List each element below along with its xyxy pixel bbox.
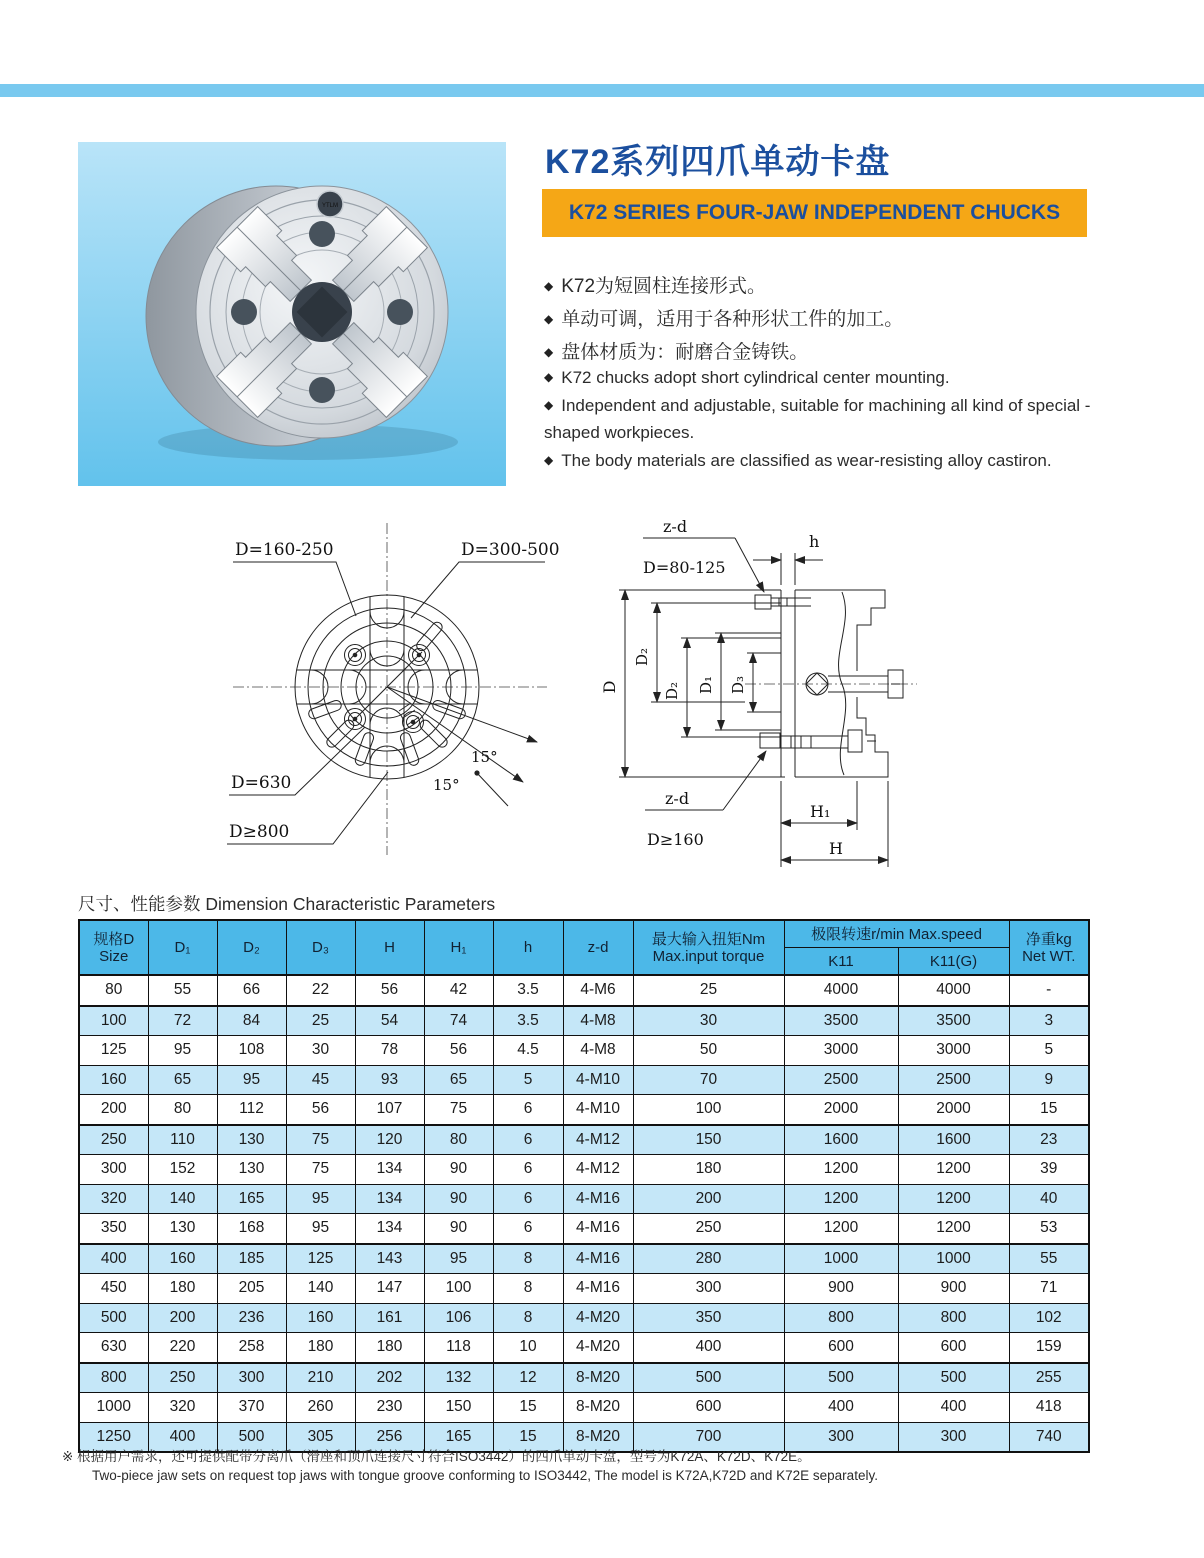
table-cell: 161 xyxy=(355,1303,424,1333)
feature-item xyxy=(544,392,1100,447)
table-row xyxy=(79,1006,1089,1036)
bullet-icon: ◆ xyxy=(544,279,554,293)
table-cell: 4-M20 xyxy=(563,1333,633,1363)
table-cell: 66 xyxy=(217,975,286,1006)
table-cell: 15 xyxy=(493,1393,563,1423)
table-cell: 300 xyxy=(633,1274,784,1304)
table-cell: 400 xyxy=(898,1393,1009,1423)
table-cell: 130 xyxy=(148,1214,217,1244)
table-cell: 500 xyxy=(217,1422,286,1452)
subtitle-banner xyxy=(542,189,1087,237)
footnote-en: Two-piece jaw sets on request top jaws with tongue groove conforming to ISO3442, The model is K72A,K72D and K72E separately. xyxy=(92,1468,878,1483)
feature-text: Independent and adjustable, suitable for machining all kind of special -shaped workpieces. xyxy=(544,395,1091,442)
table-cell: 2500 xyxy=(898,1065,1009,1095)
table-cell: 132 xyxy=(424,1363,493,1393)
table-row xyxy=(79,1036,1089,1066)
table-cell: 4-M16 xyxy=(563,1274,633,1304)
table-cell: - xyxy=(1009,975,1089,1006)
table-cell: 900 xyxy=(784,1274,898,1304)
table-cell: 165 xyxy=(424,1422,493,1452)
table-header xyxy=(79,920,1089,975)
table-cell: 150 xyxy=(633,1125,784,1155)
col-k11g: K11(G) xyxy=(898,948,1009,976)
table-caption: 尺寸、性能参数 Dimension Characteristic Parameters xyxy=(78,894,496,914)
table-cell: 80 xyxy=(148,1095,217,1125)
table-cell: 260 xyxy=(286,1393,355,1423)
table-cell: 300 xyxy=(784,1422,898,1452)
table-row xyxy=(79,1244,1089,1274)
table-cell: 4-M8 xyxy=(563,1036,633,1066)
page-title: K72系列四爪单动卡盘 xyxy=(545,143,891,181)
table-cell: 250 xyxy=(148,1363,217,1393)
table-cell: 55 xyxy=(1009,1244,1089,1274)
table-cell: 100 xyxy=(79,1006,148,1036)
table-cell: 71 xyxy=(1009,1274,1089,1304)
label-h: h xyxy=(809,532,820,551)
table-cell: 22 xyxy=(286,975,355,1006)
col-netwt: 净重kg Net WT. xyxy=(1009,920,1089,975)
label-D1: D₁ xyxy=(697,675,715,695)
col-maxspeed: 极限转速r/min Max.speed xyxy=(784,920,1009,948)
table-cell: 4-M10 xyxy=(563,1095,633,1125)
table-cell: 320 xyxy=(148,1393,217,1423)
table-cell: 15 xyxy=(1009,1095,1089,1125)
col-d2: D₂ xyxy=(217,920,286,975)
table-cell: 4-M10 xyxy=(563,1065,633,1095)
table-cell: 900 xyxy=(898,1274,1009,1304)
angle-label-a: 15° xyxy=(471,748,498,766)
table-cell: 102 xyxy=(1009,1303,1089,1333)
table-cell: 84 xyxy=(217,1006,286,1036)
table-cell: 250 xyxy=(633,1214,784,1244)
table-cell: 25 xyxy=(633,975,784,1006)
table-cell: 125 xyxy=(79,1036,148,1066)
col-H1: H₁ xyxy=(424,920,493,975)
table-cell: 220 xyxy=(148,1333,217,1363)
table-cell: 4-M8 xyxy=(563,1006,633,1036)
table-cell: 258 xyxy=(217,1333,286,1363)
table-cell: 630 xyxy=(79,1333,148,1363)
label-zd-top: z-d xyxy=(663,517,688,536)
table-cell: 168 xyxy=(217,1214,286,1244)
table-cell: 450 xyxy=(79,1274,148,1304)
table-cell: 236 xyxy=(217,1303,286,1333)
table-cell: 200 xyxy=(79,1095,148,1125)
table-cell: 45 xyxy=(286,1065,355,1095)
dim-label-d300-500: D=300-500 xyxy=(461,540,560,560)
table-cell: 23 xyxy=(1009,1125,1089,1155)
table-cell: 180 xyxy=(633,1155,784,1185)
table-cell: 100 xyxy=(633,1095,784,1125)
footnote-zh: ※ 根据用户需求，还可提供配带分离爪（滑座和顶爪连接尺寸符合ISO3442）的四爪单动卡盘，型号为K72A、K72D、K72E。 xyxy=(62,1449,811,1464)
feature-list-zh xyxy=(544,270,1100,369)
table-cell: 350 xyxy=(633,1303,784,1333)
top-stripe xyxy=(0,84,1204,97)
table-cell: 72 xyxy=(148,1006,217,1036)
table-cell: 50 xyxy=(633,1036,784,1066)
table-cell: 4-M12 xyxy=(563,1155,633,1185)
table-cell: 42 xyxy=(424,975,493,1006)
brand-text: YTLM xyxy=(321,203,339,209)
table-cell: 1200 xyxy=(784,1155,898,1185)
table-cell: 256 xyxy=(355,1422,424,1452)
table-cell: 202 xyxy=(355,1363,424,1393)
label-D3: D₃ xyxy=(729,675,747,695)
table-cell: 5 xyxy=(493,1065,563,1095)
angle-label-b: 15° xyxy=(433,776,460,794)
table-cell: 95 xyxy=(286,1214,355,1244)
table-cell: 80 xyxy=(424,1125,493,1155)
table-row xyxy=(79,1363,1089,1393)
table-cell: 6 xyxy=(493,1125,563,1155)
table-cell: 500 xyxy=(633,1363,784,1393)
label-D2-inner: D₂ xyxy=(663,681,681,701)
table-cell: 205 xyxy=(217,1274,286,1304)
table-cell: 800 xyxy=(784,1303,898,1333)
table-cell: 1000 xyxy=(898,1244,1009,1274)
table-cell: 4-M16 xyxy=(563,1244,633,1274)
table-cell: 3500 xyxy=(784,1006,898,1036)
table-cell: 2000 xyxy=(898,1095,1009,1125)
table-cell: 3.5 xyxy=(493,975,563,1006)
table-cell: 4-M6 xyxy=(563,975,633,1006)
table-cell: 130 xyxy=(217,1155,286,1185)
table-cell: 75 xyxy=(424,1095,493,1125)
table-cell: 90 xyxy=(424,1184,493,1214)
table-cell: 5 xyxy=(1009,1036,1089,1066)
table-cell: 165 xyxy=(217,1184,286,1214)
table-cell: 180 xyxy=(355,1333,424,1363)
table-cell: 95 xyxy=(148,1036,217,1066)
table-cell: 700 xyxy=(633,1422,784,1452)
table-cell: 1000 xyxy=(79,1393,148,1423)
table-cell: 8-M20 xyxy=(563,1393,633,1423)
table-cell: 10 xyxy=(493,1333,563,1363)
table-cell: 4000 xyxy=(784,975,898,1006)
table-cell: 100 xyxy=(424,1274,493,1304)
table-cell: 75 xyxy=(286,1155,355,1185)
table-cell: 500 xyxy=(898,1363,1009,1393)
label-H1: H₁ xyxy=(810,802,831,821)
table-cell: 250 xyxy=(79,1125,148,1155)
table-cell: 1200 xyxy=(898,1155,1009,1185)
table-cell: 1200 xyxy=(898,1184,1009,1214)
table-cell: 300 xyxy=(217,1363,286,1393)
table-cell: 600 xyxy=(784,1333,898,1363)
table-cell: 8 xyxy=(493,1244,563,1274)
table-cell: 54 xyxy=(355,1006,424,1036)
label-d160: D≥160 xyxy=(647,830,704,849)
table-cell: 143 xyxy=(355,1244,424,1274)
table-cell: 90 xyxy=(424,1214,493,1244)
table-cell: 53 xyxy=(1009,1214,1089,1244)
table-cell: 159 xyxy=(1009,1333,1089,1363)
table-cell: 6 xyxy=(493,1095,563,1125)
table-cell: 134 xyxy=(355,1214,424,1244)
table-row xyxy=(79,1155,1089,1185)
table-cell: 3000 xyxy=(898,1036,1009,1066)
table-cell: 95 xyxy=(424,1244,493,1274)
table-row xyxy=(79,975,1089,1006)
table-cell: 65 xyxy=(148,1065,217,1095)
table-cell: 120 xyxy=(355,1125,424,1155)
table-cell: 180 xyxy=(286,1333,355,1363)
table-cell: 55 xyxy=(148,975,217,1006)
col-H: H xyxy=(355,920,424,975)
label-d80-125: D=80-125 xyxy=(643,558,726,577)
table-cell: 8 xyxy=(493,1303,563,1333)
table-cell: 4.5 xyxy=(493,1036,563,1066)
table-cell: 200 xyxy=(633,1184,784,1214)
table-cell: 108 xyxy=(217,1036,286,1066)
table-cell: 200 xyxy=(148,1303,217,1333)
table-cell: 8-M20 xyxy=(563,1422,633,1452)
table-cell: 180 xyxy=(148,1274,217,1304)
feature-item xyxy=(544,270,1100,303)
table-cell: 8-M20 xyxy=(563,1363,633,1393)
table-cell: 152 xyxy=(148,1155,217,1185)
label-D: D xyxy=(600,680,619,694)
table-cell: 40 xyxy=(1009,1184,1089,1214)
table-cell: 78 xyxy=(355,1036,424,1066)
col-torque: 最大输入扭矩Nm Max.input torque xyxy=(633,920,784,975)
table-cell: 75 xyxy=(286,1125,355,1155)
table-cell: 56 xyxy=(355,975,424,1006)
product-photo xyxy=(78,142,506,486)
table-body xyxy=(79,975,1089,1452)
feature-text: The body materials are classified as wear-resisting alloy castiron. xyxy=(561,450,1052,470)
bullet-icon: ◆ xyxy=(544,370,554,384)
footnotes xyxy=(62,1447,878,1485)
table-cell: 95 xyxy=(286,1184,355,1214)
table-cell: 39 xyxy=(1009,1155,1089,1185)
table-cell: 140 xyxy=(286,1274,355,1304)
table-cell: 4-M12 xyxy=(563,1125,633,1155)
table-cell: 4-M20 xyxy=(563,1303,633,1333)
col-k11: K11 xyxy=(784,948,898,976)
table-cell: 3500 xyxy=(898,1006,1009,1036)
col-d3: D₃ xyxy=(286,920,355,975)
table-cell: 56 xyxy=(286,1095,355,1125)
label-D2-outer: D₂ xyxy=(633,647,651,667)
table-cell: 210 xyxy=(286,1363,355,1393)
table-cell: 8 xyxy=(493,1274,563,1304)
table-cell: 185 xyxy=(217,1244,286,1274)
table-cell: 300 xyxy=(898,1422,1009,1452)
table-cell: 90 xyxy=(424,1155,493,1185)
table-cell: 9 xyxy=(1009,1065,1089,1095)
table-cell: 30 xyxy=(286,1036,355,1066)
table-cell: 1200 xyxy=(898,1214,1009,1244)
table-row xyxy=(79,1095,1089,1125)
table-cell: 320 xyxy=(79,1184,148,1214)
table-cell: 80 xyxy=(79,975,148,1006)
table-cell: 3 xyxy=(1009,1006,1089,1036)
dim-label-d800: D≥800 xyxy=(229,822,290,842)
col-zd: z-d xyxy=(563,920,633,975)
table-cell: 160 xyxy=(148,1244,217,1274)
col-d1: D₁ xyxy=(148,920,217,975)
table-cell: 4000 xyxy=(898,975,1009,1006)
table-cell: 134 xyxy=(355,1184,424,1214)
table-cell: 140 xyxy=(148,1184,217,1214)
table-cell: 3.5 xyxy=(493,1006,563,1036)
table-cell: 2500 xyxy=(784,1065,898,1095)
feature-item xyxy=(544,303,1100,336)
table-row xyxy=(79,1333,1089,1363)
table-cell: 800 xyxy=(898,1303,1009,1333)
table-cell: 74 xyxy=(424,1006,493,1036)
table-cell: 30 xyxy=(633,1006,784,1036)
table-row xyxy=(79,1065,1089,1095)
table-cell: 6 xyxy=(493,1155,563,1185)
spec-table xyxy=(78,919,1090,1453)
feature-item xyxy=(544,364,1100,392)
table-cell: 230 xyxy=(355,1393,424,1423)
feature-text: 单动可调，适用于各种形状工件的加工。 xyxy=(561,309,904,330)
table-cell: 6 xyxy=(493,1184,563,1214)
table-cell: 600 xyxy=(898,1333,1009,1363)
table-cell: 70 xyxy=(633,1065,784,1095)
table-row xyxy=(79,1274,1089,1304)
table-cell: 110 xyxy=(148,1125,217,1155)
feature-text: K72 chucks adopt short cylindrical center mounting. xyxy=(561,368,950,387)
table-cell: 95 xyxy=(217,1065,286,1095)
table-cell: 1600 xyxy=(784,1125,898,1155)
table-cell: 56 xyxy=(424,1036,493,1066)
bullet-icon: ◆ xyxy=(544,397,554,412)
table-cell: 740 xyxy=(1009,1422,1089,1452)
label-zd-bottom: z-d xyxy=(665,789,690,808)
col-h: h xyxy=(493,920,563,975)
table-cell: 1200 xyxy=(784,1214,898,1244)
table-cell: 418 xyxy=(1009,1393,1089,1423)
feature-text: 盘体材质为：耐磨合金铸铁。 xyxy=(561,342,809,363)
table-cell: 134 xyxy=(355,1155,424,1185)
table-cell: 147 xyxy=(355,1274,424,1304)
table-cell: 400 xyxy=(148,1422,217,1452)
bullet-icon: ◆ xyxy=(544,312,554,326)
table-cell: 800 xyxy=(79,1363,148,1393)
table-cell: 305 xyxy=(286,1422,355,1452)
table-cell: 4-M16 xyxy=(563,1184,633,1214)
table-cell: 160 xyxy=(286,1303,355,1333)
table-cell: 1200 xyxy=(784,1184,898,1214)
table-cell: 150 xyxy=(424,1393,493,1423)
table-cell: 65 xyxy=(424,1065,493,1095)
table-cell: 4-M16 xyxy=(563,1214,633,1244)
feature-item xyxy=(544,447,1100,475)
table-row xyxy=(79,1214,1089,1244)
table-cell: 300 xyxy=(79,1155,148,1185)
table-cell: 400 xyxy=(79,1244,148,1274)
label-H: H xyxy=(829,839,843,858)
table-row xyxy=(79,1184,1089,1214)
table-cell: 112 xyxy=(217,1095,286,1125)
table-cell: 106 xyxy=(424,1303,493,1333)
table-cell: 15 xyxy=(493,1422,563,1452)
table-cell: 107 xyxy=(355,1095,424,1125)
table-cell: 2000 xyxy=(784,1095,898,1125)
table-cell: 3000 xyxy=(784,1036,898,1066)
table-cell: 500 xyxy=(79,1303,148,1333)
section-view-drawing xyxy=(595,505,1025,890)
front-view-drawing xyxy=(215,515,605,885)
dim-label-d630: D=630 xyxy=(231,773,292,793)
feature-text: K72为短圆柱连接形式。 xyxy=(561,276,767,297)
dim-label-d160-250: D=160-250 xyxy=(235,540,334,560)
table-cell: 125 xyxy=(286,1244,355,1274)
bullet-icon: ◆ xyxy=(544,345,554,359)
table-cell: 12 xyxy=(493,1363,563,1393)
table-row xyxy=(79,1125,1089,1155)
table-cell: 130 xyxy=(217,1125,286,1155)
subtitle-text: K72 SERIES FOUR-JAW INDEPENDENT CHUCKS xyxy=(568,201,1061,224)
table-cell: 500 xyxy=(784,1363,898,1393)
col-size: 规格D Size xyxy=(79,920,148,975)
brand-badge xyxy=(317,191,343,217)
table-cell: 350 xyxy=(79,1214,148,1244)
table-cell: 1600 xyxy=(898,1125,1009,1155)
table-row xyxy=(79,1303,1089,1333)
bullet-icon: ◆ xyxy=(544,452,554,467)
feature-list-en xyxy=(544,364,1100,474)
table-cell: 600 xyxy=(633,1393,784,1423)
table-cell: 400 xyxy=(633,1333,784,1363)
table-cell: 6 xyxy=(493,1214,563,1244)
table-cell: 1000 xyxy=(784,1244,898,1274)
table-cell: 93 xyxy=(355,1065,424,1095)
table-cell: 370 xyxy=(217,1393,286,1423)
table-row xyxy=(79,1393,1089,1423)
table-cell: 280 xyxy=(633,1244,784,1274)
table-cell: 25 xyxy=(286,1006,355,1036)
table-cell: 118 xyxy=(424,1333,493,1363)
table-cell: 1250 xyxy=(79,1422,148,1452)
table-cell: 400 xyxy=(784,1393,898,1423)
table-cell: 160 xyxy=(79,1065,148,1095)
table-cell: 255 xyxy=(1009,1363,1089,1393)
